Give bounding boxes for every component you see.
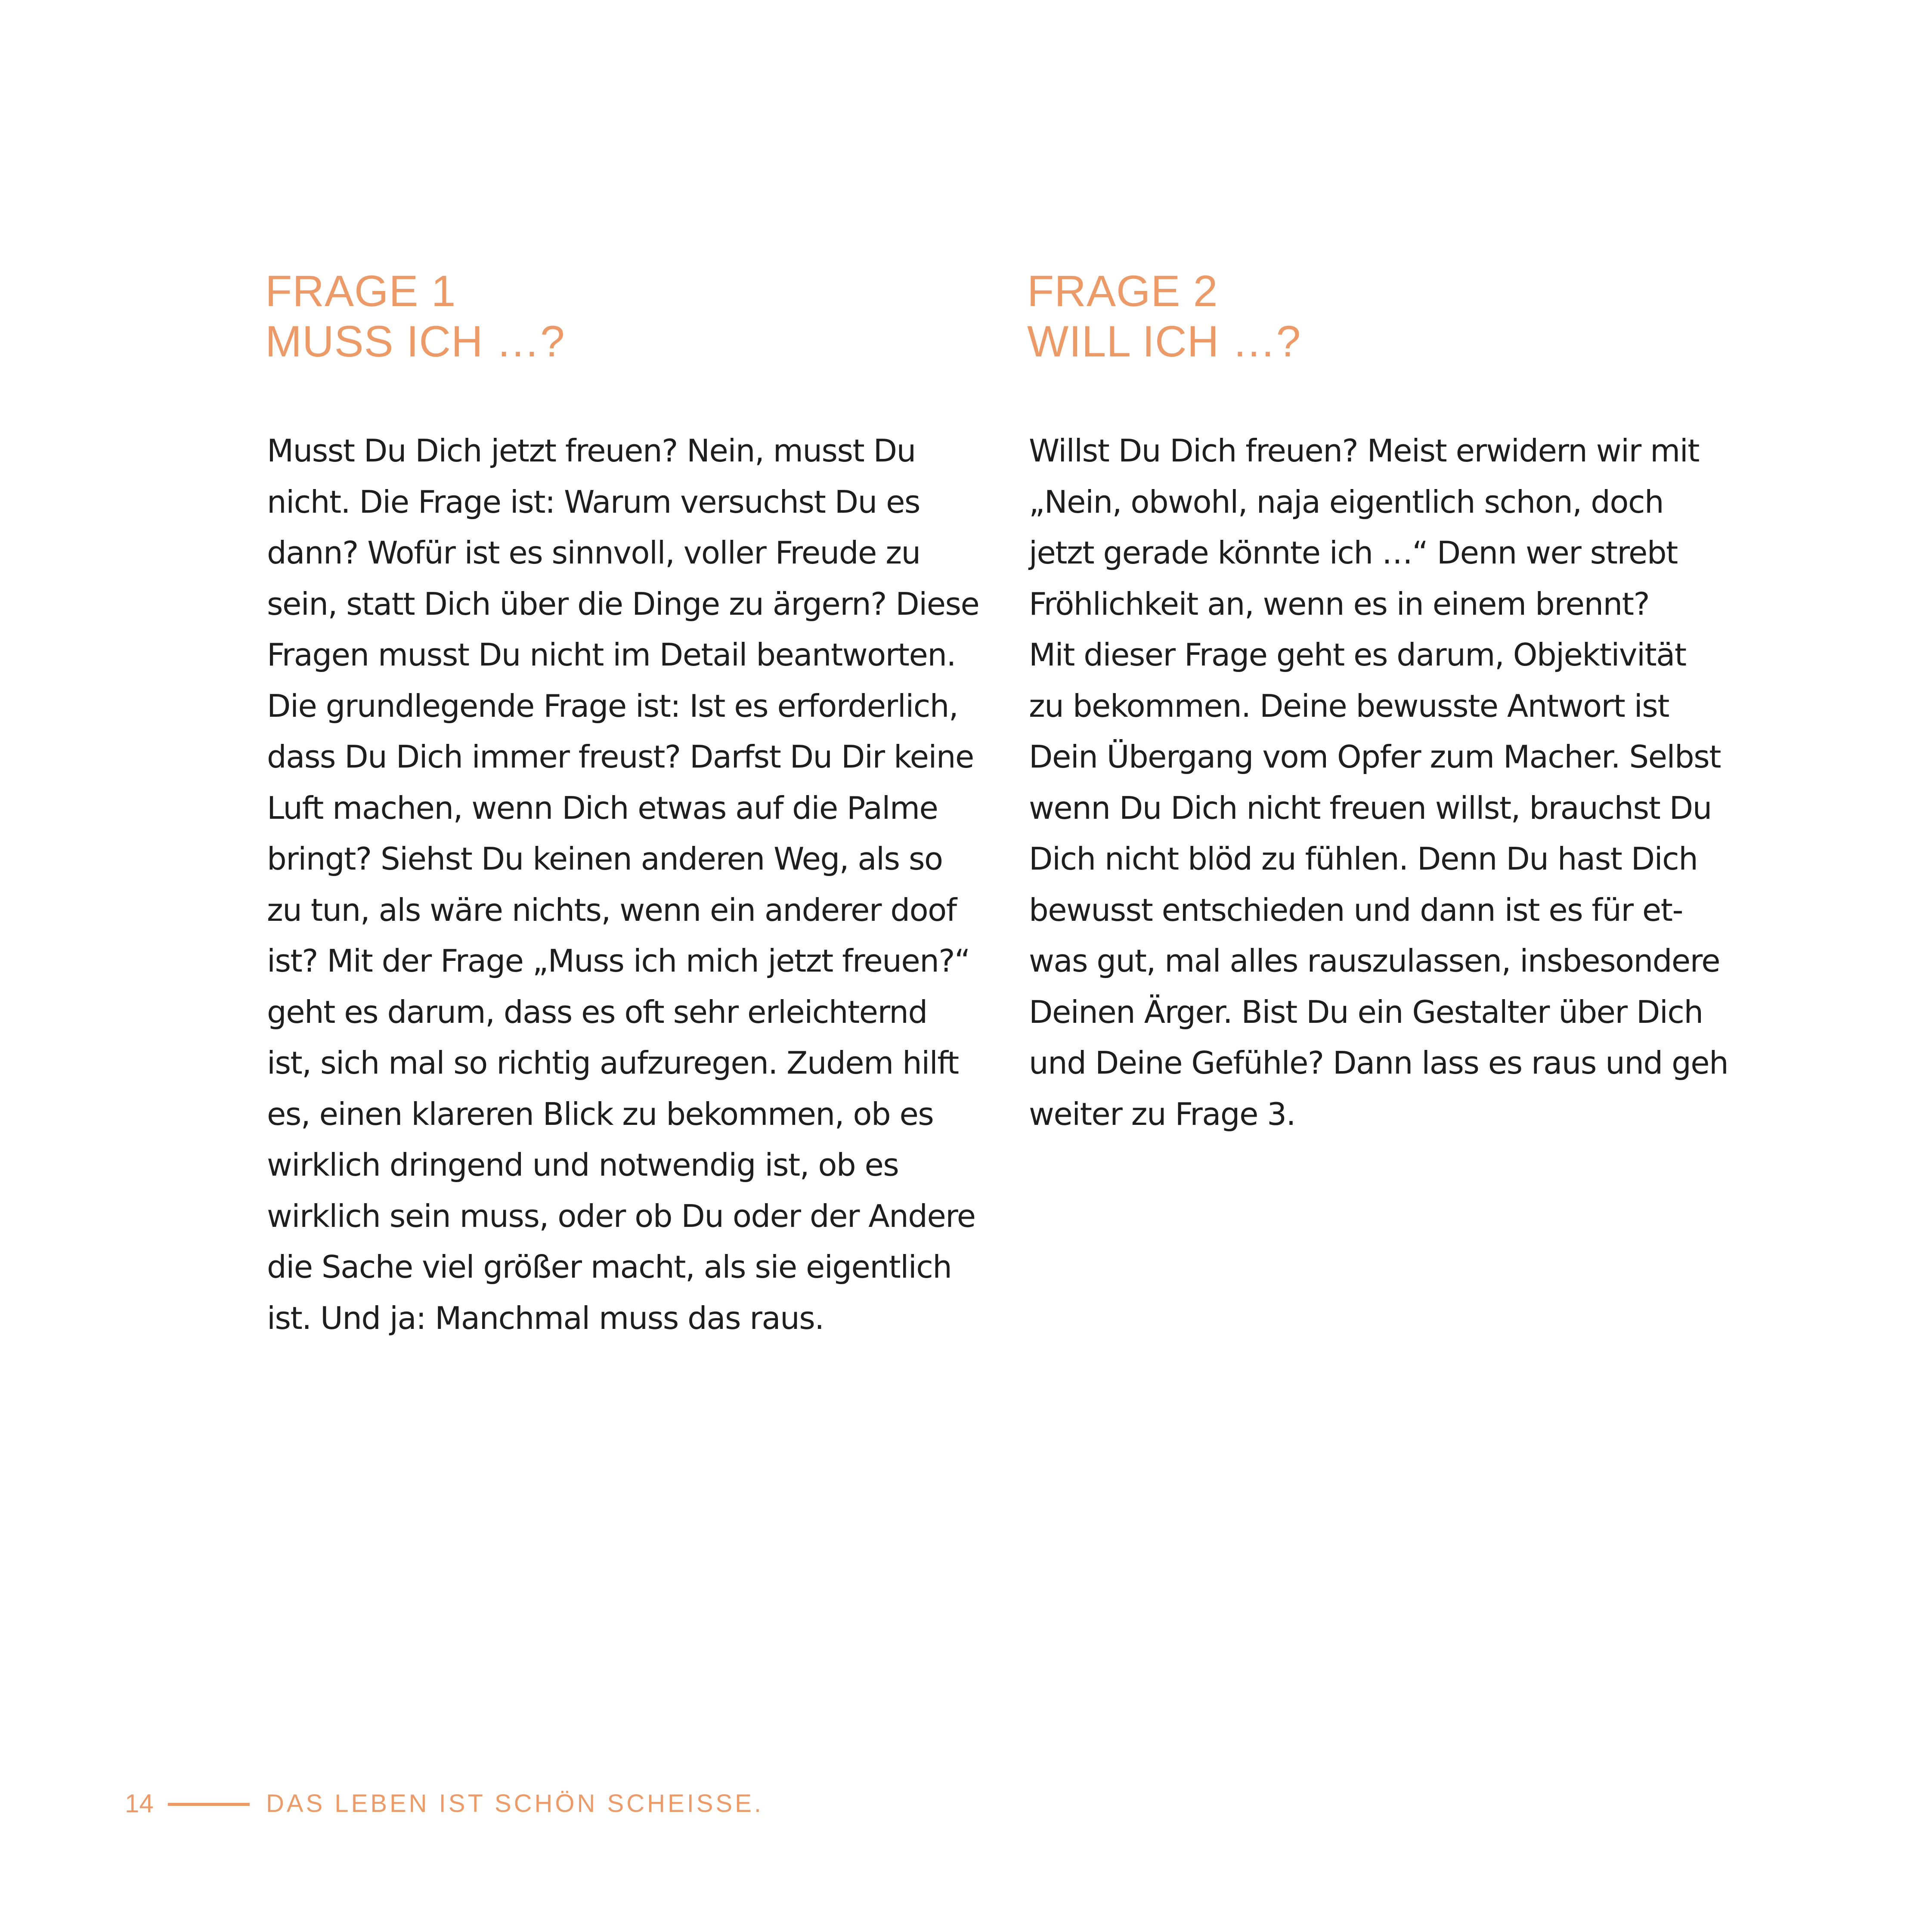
text-line: zu tun, als wäre nichts, wenn ein anderer doof [267,892,957,928]
text-line: Die grundlegende Frage ist: Ist es erforderlich, [267,687,958,724]
text-line: wenn Du Dich nicht freuen willst, brauchst Du [1029,790,1712,826]
text-line: bringt? Siehst Du keinen anderen Weg, als so [267,841,943,877]
text-line: wirklich sein muss, oder ob Du oder der Andere [267,1198,975,1234]
text-line: die Sache viel größer macht, als sie eigentlich [267,1249,952,1285]
heading-line: FRAGE 1 [265,266,456,316]
page-footer [0,1782,1932,1825]
text-line: Mit dieser Frage geht es darum, Objektivität [1029,637,1686,673]
text-line: „Nein, obwohl, naja eigentlich schon, doch [1029,483,1664,520]
column-frage-1 [265,266,979,1336]
column-frage-2 [1027,266,1728,1132]
text-line: ist. Und ja: Manchmal muss das raus. [267,1300,824,1336]
text-line: Deinen Ärger. Bist Du ein Gestalter über Dich [1029,994,1703,1030]
text-line: was gut, mal alles rauszulassen, insbesondere [1029,943,1720,979]
text-line: ist, sich mal so richtig aufzuregen. Zudem hilft [267,1045,959,1081]
text-line: jetzt gerade könnte ich …“ Denn wer strebt [1029,535,1678,571]
text-line: Dich nicht blöd zu fühlen. Denn Du hast Dich [1029,841,1698,877]
body-text-frage-1 [267,425,979,1344]
body-text-frage-2 [1029,425,1728,1139]
text-line: dann? Wofür ist es sinnvoll, voller Freude zu [267,535,920,571]
text-line: weiter zu Frage 3. [1029,1096,1295,1132]
page-number: 14 [125,1789,154,1818]
text-line: es, einen klareren Blick zu bekommen, ob es [267,1096,934,1132]
text-line: ist? Mit der Frage „Muss ich mich jetzt freuen?“ [267,943,970,979]
text-line: nicht. Die Frage ist: Warum versuchst Du es [267,483,920,520]
text-line: dass Du Dich immer freust? Darfst Du Dir keine [267,739,974,775]
heading-line: FRAGE 2 [1027,266,1218,316]
heading-frage-2 [1027,266,1699,367]
footer-divider [168,1803,250,1806]
text-line: Dein Übergang vom Opfer zum Macher. Selbst [1029,739,1721,775]
text-line: geht es darum, dass es oft sehr erleichternd [267,994,927,1030]
text-line: bewusst entschieden und dann ist es für et- [1029,892,1683,928]
text-line: Luft machen, wenn Dich etwas auf die Palme [267,790,938,826]
text-line: Fragen musst Du nicht im Detail beantworten. [267,637,956,673]
text-line: zu bekommen. Deine bewusste Antwort ist [1029,687,1669,724]
text-line: Musst Du Dich jetzt freuen? Nein, musst Du [267,433,916,469]
heading-line: WILL ICH …? [1027,317,1301,366]
running-title: DAS LEBEN IST SCHÖN SCHEISSE. [266,1790,764,1817]
text-line: und Deine Gefühle? Dann lass es raus und geh [1029,1045,1728,1081]
text-line: wirklich dringend und notwendig ist, ob es [267,1147,899,1183]
text-line: Willst Du Dich freuen? Meist erwidern wir mit [1029,433,1700,469]
text-line: Fröhlichkeit an, wenn es in einem brennt? [1029,585,1650,622]
heading-frage-1 [265,266,937,367]
text-line: sein, statt Dich über die Dinge zu ärgern? Diese [267,585,979,622]
heading-line: MUSS ICH …? [265,317,565,366]
